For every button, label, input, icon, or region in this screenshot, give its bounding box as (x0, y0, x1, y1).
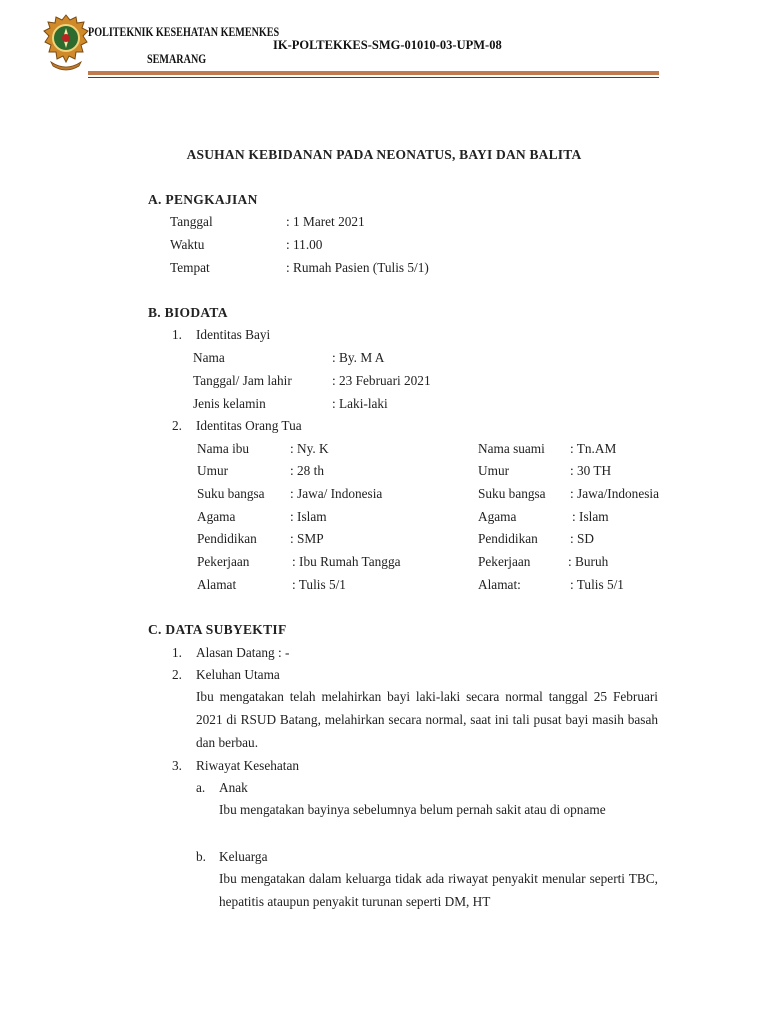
field-value: : SD (570, 531, 595, 546)
field-value: : 28 th (290, 463, 324, 478)
subsection-heading-identitas-bayi: Identitas Bayi (196, 327, 271, 342)
institution-city: SEMARANG (147, 51, 207, 66)
field-value: : Islam (572, 509, 609, 524)
field-value: : By. M A (332, 350, 385, 365)
field-label: Umur (478, 463, 510, 478)
field-label: Tempat (170, 260, 210, 275)
list-number: 1. (172, 327, 182, 342)
subsection-heading-keluhan-utama: Keluhan Utama (196, 667, 280, 682)
field-label: Waktu (170, 237, 205, 252)
alasan-datang: Alasan Datang : - (196, 645, 290, 660)
field-value: : Buruh (568, 554, 609, 569)
field-label: Nama suami (478, 441, 545, 456)
document-code: IK-POLTEKKES-SMG-01010-03-UPM-08 (273, 38, 502, 52)
field-label: Jenis kelamin (193, 396, 266, 411)
field-label: Tanggal (170, 214, 213, 229)
field-value: : Laki-laki (332, 396, 388, 411)
list-letter: b. (196, 849, 206, 864)
header-rule-thin (88, 77, 659, 78)
field-label: Nama ibu (197, 441, 250, 456)
field-label: Alamat: (478, 577, 521, 592)
list-number: 2. (172, 667, 182, 682)
field-value: : Jawa/ Indonesia (290, 486, 383, 501)
field-label: Suku bangsa (478, 486, 546, 501)
field-value: : 23 Februari 2021 (332, 373, 431, 388)
field-label: Umur (197, 463, 229, 478)
field-value: : Ny. K (290, 441, 329, 456)
poltekkes-logo-icon (43, 14, 89, 74)
keluhan-utama-paragraph: Ibu mengatakan telah melahirkan bayi laki-laki secara normal tanggal 25 Februari 2021 di RSUD Batang, melahirkan secara normal, saat ini tali pusat bayi masih basah dan berbau. (196, 689, 658, 750)
field-value: : Tulis 5/1 (292, 577, 346, 592)
field-value: : SMP (290, 531, 324, 546)
field-label: Agama (197, 509, 236, 524)
field-label: Agama (478, 509, 517, 524)
field-value: : 11.00 (286, 237, 323, 252)
section-heading-data-subyektif: C. DATA SUBYEKTIF (148, 622, 287, 637)
riwayat-keluarga-paragraph: Ibu mengatakan dalam keluarga tidak ada riwayat penyakit menular seperti TBC, hepatitis ataupun penyakit turunan seperti DM, HT (219, 871, 658, 909)
field-label: Pekerjaan (197, 554, 250, 569)
subsection-heading-riwayat-kesehatan: Riwayat Kesehatan (196, 758, 300, 773)
field-value: : Rumah Pasien (Tulis 5/1) (286, 260, 429, 275)
section-heading-pengkajian: A. PENGKAJIAN (148, 192, 258, 207)
list-letter: a. (196, 780, 206, 795)
field-label: Tanggal/ Jam lahir (193, 373, 292, 388)
field-label: Nama (193, 350, 225, 365)
subsection-heading-identitas-orang-tua: Identitas Orang Tua (196, 418, 302, 433)
list-number: 1. (172, 645, 182, 660)
field-value: : Tn.AM (570, 441, 617, 456)
field-value: : Tulis 5/1 (570, 577, 624, 592)
field-label: Pendidikan (197, 531, 257, 546)
subsection-heading-keluarga: Keluarga (219, 849, 268, 864)
field-label: Pendidikan (478, 531, 538, 546)
field-value: : 1 Maret 2021 (286, 214, 365, 229)
page-title: ASUHAN KEBIDANAN PADA NEONATUS, BAYI DAN BALITA (186, 147, 582, 162)
field-value: : 30 TH (570, 463, 612, 478)
field-value: : Jawa/Indonesia (570, 486, 659, 501)
field-value: : Ibu Rumah Tangga (292, 554, 401, 569)
field-label: Alamat (197, 577, 237, 592)
riwayat-anak-paragraph: Ibu mengatakan bayinya sebelumnya belum pernah sakit atau di opname (219, 802, 606, 817)
subsection-heading-anak: Anak (219, 780, 248, 795)
list-number: 2. (172, 418, 182, 433)
field-value: : Islam (290, 509, 327, 524)
header-rule-thick (88, 71, 659, 75)
list-number: 3. (172, 758, 182, 773)
section-heading-biodata: B. BIODATA (148, 305, 228, 320)
institution-name: POLITEKNIK KESEHATAN KEMENKES (88, 24, 280, 39)
field-label: Pekerjaan (478, 554, 531, 569)
field-label: Suku bangsa (197, 486, 265, 501)
